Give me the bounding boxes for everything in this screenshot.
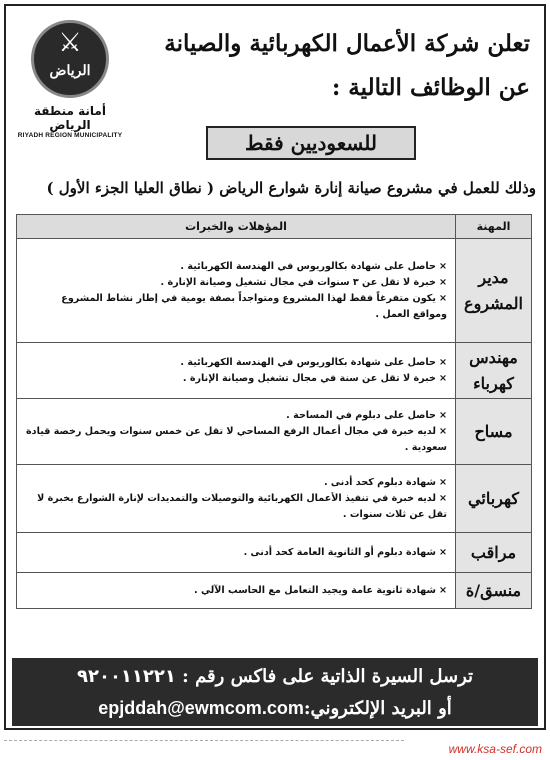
saudi-only-badge: للسعوديين فقط — [206, 126, 416, 160]
ad-header — [6, 6, 544, 166]
bullet-x-icon: × — [438, 546, 447, 558]
bullet-x-icon: × — [438, 492, 447, 504]
qualification-text: يكون متفرغاً فقط لهذا المشروع ومتواجداً بصفة يومية في إطار نشاط المشروع ومواقع العمل . — [61, 292, 447, 320]
divider — [4, 740, 404, 741]
qualification-text: خبرة لا تقل عن ٣ سنوات في مجال تشغيل وصيانة الإنارة . — [160, 276, 436, 288]
table-header-row — [17, 215, 532, 239]
bullet-x-icon: × — [438, 260, 447, 272]
qualification-text: شهادة دبلوم كحد أدنى . — [323, 476, 436, 488]
qualification-text: لديه خبرة في تنفيذ الأعمال الكهربائية والتوصيلات والتمديدات لإنارة الشوارع بخبرة لا تقل عن ثلاث سنوات . — [37, 492, 447, 520]
list-item — [25, 424, 447, 456]
project-subtitle: وذلك للعمل في مشروع صيانة إنارة شوارع الرياض ( نطاق العليا الجزء الأول ) — [46, 179, 536, 197]
job-qualifications — [17, 239, 456, 343]
list-item — [25, 259, 447, 275]
list-item — [25, 355, 447, 371]
list-item — [25, 371, 447, 387]
email-line — [12, 694, 538, 723]
job-title: كهربائي — [456, 465, 532, 533]
job-qualifications — [17, 533, 456, 573]
job-qualifications — [17, 465, 456, 533]
bullet-x-icon: × — [438, 372, 447, 384]
contact-footer — [12, 658, 538, 726]
list-item — [25, 583, 447, 599]
job-title: مدير المشروع — [456, 239, 532, 343]
job-advertisement — [4, 4, 546, 730]
ad-title — [130, 22, 530, 110]
fax-line — [12, 660, 538, 694]
bullet-x-icon: × — [438, 425, 447, 437]
bullet-x-icon: × — [438, 356, 447, 368]
list-item — [25, 275, 447, 291]
job-qualifications — [17, 399, 456, 465]
bullet-x-icon: × — [438, 476, 447, 488]
emblem-text: الرياض — [49, 63, 91, 79]
jobs-table — [16, 214, 532, 609]
email-label: أو البريد الإلكتروني: — [303, 698, 452, 719]
municipality-name-en: RIYADH REGION MUNICIPALITY — [17, 132, 123, 139]
list-item — [25, 408, 447, 424]
municipality-logo — [12, 20, 128, 160]
table-row — [17, 533, 532, 573]
list-item — [25, 475, 447, 491]
table-row — [17, 465, 532, 533]
qualification-text: شهادة دبلوم أو الثانوية العامة كحد أدنى . — [243, 546, 436, 558]
list-item — [25, 491, 447, 523]
table-row — [17, 399, 532, 465]
qualification-text: شهادة ثانوية عامة ويجيد التعامل مع الحاسب الآلي . — [193, 584, 436, 596]
qualification-text: حاصل على شهادة بكالوريوس في الهندسة الكهربائية . — [180, 260, 436, 272]
job-qualifications — [17, 343, 456, 399]
municipality-name-ar: أمانة منطقة الرياض — [34, 104, 106, 132]
qualification-text: حاصل على شهادة بكالوريوس في الهندسة الكهربائية . — [180, 356, 436, 368]
table-row — [17, 239, 532, 343]
watermark[interactable]: www.ksa-sef.com — [448, 742, 542, 756]
header-qualifications: المؤهلات والخبرات — [17, 215, 456, 239]
email-address[interactable]: epjddah@ewmcom.com — [98, 698, 304, 718]
qualification-text: خبرة لا تقل عن سنة في مجال تشغيل وصيانة الإنارة . — [182, 372, 436, 384]
title-line-2: عن الوظائف التالية : — [331, 74, 530, 101]
job-title: مساح — [456, 399, 532, 465]
fax-number: ٩٢٠٠١١٢٢١ — [76, 666, 176, 687]
palm-swords-icon: ⚔ — [58, 28, 82, 58]
job-qualifications — [17, 573, 456, 609]
bullet-x-icon: × — [438, 584, 447, 596]
qualification-text: لديه خبرة في مجال أعمال الرفع المساحي لا تقل عن خمس سنوات ويحمل رخصة قيادة سعودية . — [26, 425, 447, 453]
job-title: منسق/ة — [456, 573, 532, 609]
job-title: مراقب — [456, 533, 532, 573]
bullet-x-icon: × — [438, 292, 447, 304]
header-job: المهنة — [456, 215, 532, 239]
fax-label: ترسل السيرة الذاتية على فاكس رقم : — [182, 666, 474, 687]
list-item — [25, 291, 447, 323]
job-title: مهندس كهرباء — [456, 343, 532, 399]
title-line-1: تعلن شركة الأعمال الكهربائية والصيانة — [164, 30, 530, 57]
table-row — [17, 343, 532, 399]
table-row — [17, 573, 532, 609]
list-item — [25, 545, 447, 561]
qualification-text: حاصل على دبلوم في المساحة . — [286, 409, 436, 421]
bullet-x-icon: × — [438, 276, 447, 288]
riyadh-emblem-icon — [31, 20, 109, 98]
bullet-x-icon: × — [438, 409, 447, 421]
